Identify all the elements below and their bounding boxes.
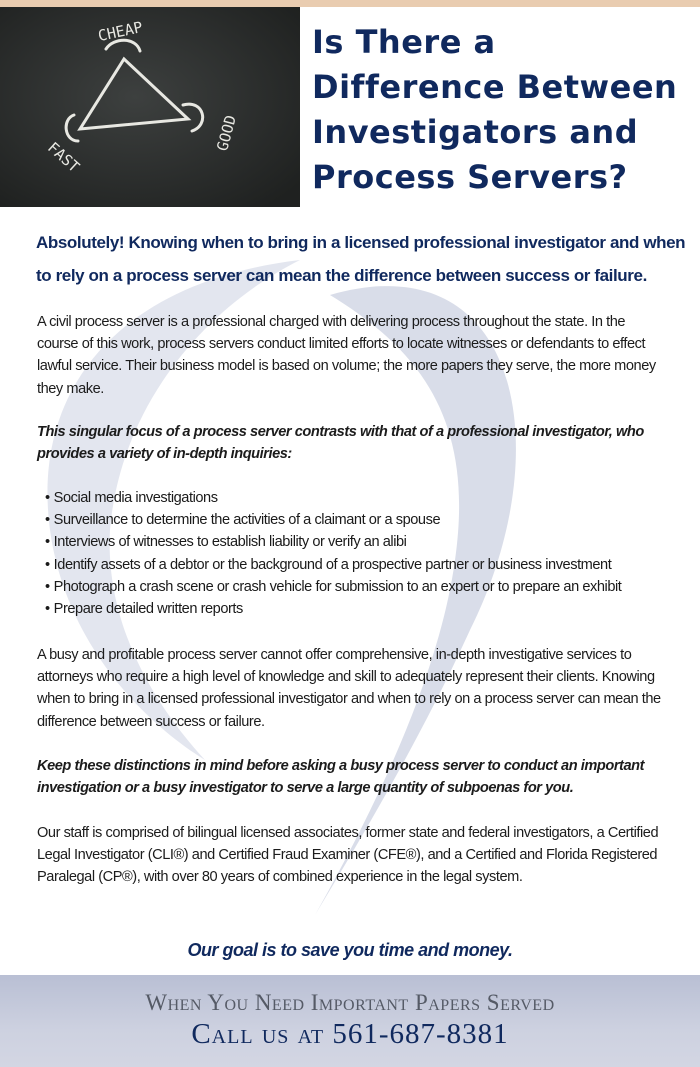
list-item: • Photograph a crash scene or crash vehicle for submission to an expert or to prepare an exhibit	[45, 576, 685, 598]
list-item: • Social media investigations	[45, 487, 685, 509]
paragraph-process-server: A civil process server is a professional charged with delivering process throughout the state. In the course of this work, process servers conduct limited efforts to locate witnesses or defendants to effect lawful service. Their business model is based on volume; the more papers they serve, the more money they make.	[37, 314, 656, 397]
chalk-label-fast: FAST	[44, 138, 84, 177]
paragraph-comparison: A busy and profitable process server cannot offer comprehensive, in-depth investigative services to attorneys who require a high level of knowledge and skill to adequately represent their clients. Knowing when to bring in a licensed professional investigator and when to rely on a process server can mean the difference between success or failure.	[37, 647, 661, 730]
chalk-label-cheap: CHEAP	[96, 17, 145, 45]
lead-statement: Absolutely! Knowing when to bring in a licensed professional investigator and when to rely on a process server can mean the difference between success or failure.	[36, 233, 686, 285]
footer-tagline: When You Need Important Papers Served	[145, 990, 555, 1015]
chalk-label-good: GOOD	[213, 113, 240, 153]
paragraph-distinctions: Keep these distinctions in mind before asking a busy process server to conduct an important investigation or a busy investigator to serve a large quantity of subpoenas for you.	[37, 758, 644, 797]
list-item: • Prepare detailed written reports	[45, 598, 685, 620]
list-item: • Identify assets of a debtor or the background of a prospective partner or business investment	[45, 554, 685, 576]
goal-statement: Our goal is to save you time and money.	[187, 940, 513, 960]
list-item: • Interviews of witnesses to establish liability or verify an alibi	[45, 531, 685, 553]
page-title: Is There a Difference Between Investigators and Process Servers?	[312, 23, 678, 196]
footer-band	[0, 975, 700, 1067]
paragraph-staff: Our staff is comprised of bilingual licensed associates, former state and federal investigators, a Certified Legal Investigator (CLI®) and Certified Fraud Examiner (CFE®), and a Certified and Florida Registered Paralegal (CP®), with over 80 years of combined experience in the legal system.	[37, 825, 659, 886]
list-item: • Surveillance to determine the activities of a claimant or a spouse	[45, 509, 685, 531]
paragraph-investigator-intro: This singular focus of a process server contrasts with that of a professional investigator, who provides a variety of in-depth inquiries:	[37, 424, 644, 463]
footer-phone-cta: Call us at 561-687-8381	[191, 1018, 509, 1050]
services-list	[45, 487, 685, 620]
